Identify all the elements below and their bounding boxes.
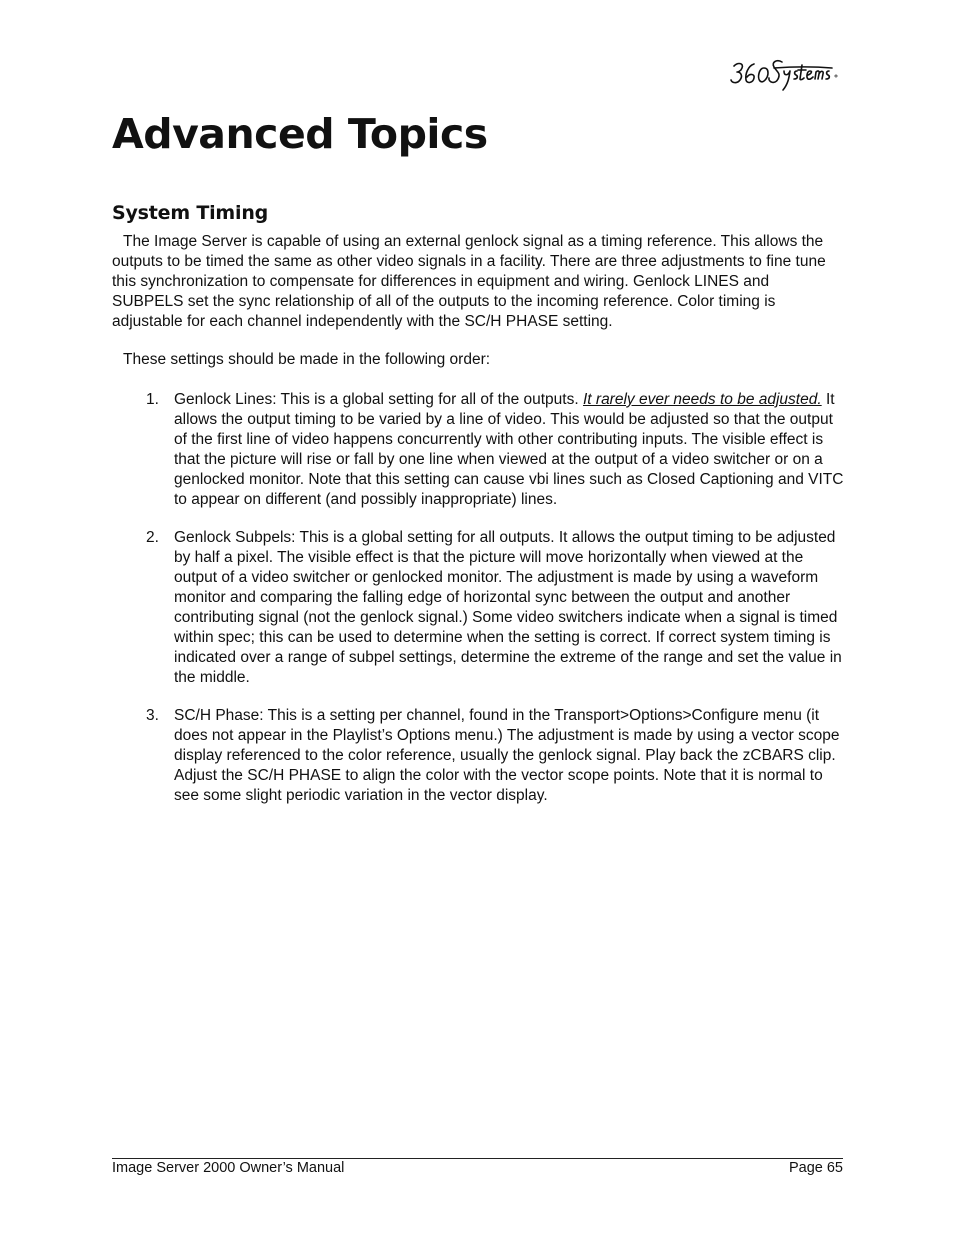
- step-text: Genlock Subpels: This is a global setting for all outputs. It allows the output timing to be adjusted by half a pixel. The visible effect is that the picture will move horizontally when viewed at the output of a video switcher or genlocked monitor. The adjustment is made by using a waveform monitor and comparing the falling edge of horizontal sync between the output and another contributing signal (not the genlock signal.) Some video switchers indicate when a signal is timed within spec; this can be used to determine when the setting is correct. If correct system timing is indicated over a range of subpel settings, determine the extreme of the range and set the value in the middle.: [174, 529, 842, 686]
- footer-manual-title: Image Server 2000 Owner’s Manual: [112, 1160, 345, 1176]
- section-heading: System Timing: [112, 202, 269, 224]
- step-text-continued: It allows the output timing to be varied by a line of video. This would be adjusted so that the output of the first line of video happens concurrently with other contributing inputs. The visible effect is that the picture will rise or fall by one line when viewed at the output of a video switcher or on a genlocked monitor. Note that this setting can cause vbi lines such as Closed Captioning and VITC to appear on different (and possibly inappropriate) lines.: [174, 391, 844, 508]
- chapter-title: Advanced Topics: [112, 110, 488, 158]
- list-item: [112, 390, 844, 510]
- list-item: [112, 706, 844, 806]
- order-paragraph: These settings should be made in the following order:: [123, 351, 491, 368]
- step-number: 3.: [146, 707, 159, 724]
- steps-list: [112, 390, 844, 824]
- intro-paragraph: The Image Server is capable of using an external genlock signal as a timing reference. This allows the outputs to be timed the same as other video signals in a facility. There are three adjustments to fine tune this synchronization to compensate for differences in equipment and wiring. Genlock LINES and SUBPELS set the sync relationship of all of the outputs to the incoming reference. Color timing is adjustable for each channel independently with the SC/H PHASE setting.: [112, 233, 826, 330]
- step-text: SC/H Phase: This is a setting per channel, found in the Transport>Options>Configure menu (it does not appear in the Playlist’s Options menu.) The adjustment is made by using a vector scope display referenced to the color reference, usually the genlock signal. Play back the zCBARS clip. Adjust the SC/H PHASE to align the color with the vector scope points. Note that it is normal to see some slight periodic variation in the vector display.: [174, 707, 840, 804]
- list-item: [112, 528, 844, 688]
- step-number: 2.: [146, 529, 159, 546]
- footer-page-number: Page 65: [788, 1160, 843, 1176]
- step-number: 1.: [146, 391, 159, 408]
- step-emphasis: It rarely ever needs to be adjusted.: [582, 391, 822, 408]
- step-text: Genlock Lines: This is a global setting for all of the outputs.: [174, 391, 583, 408]
- footer-divider: [112, 1158, 843, 1159]
- 360-systems-logo: [728, 52, 842, 94]
